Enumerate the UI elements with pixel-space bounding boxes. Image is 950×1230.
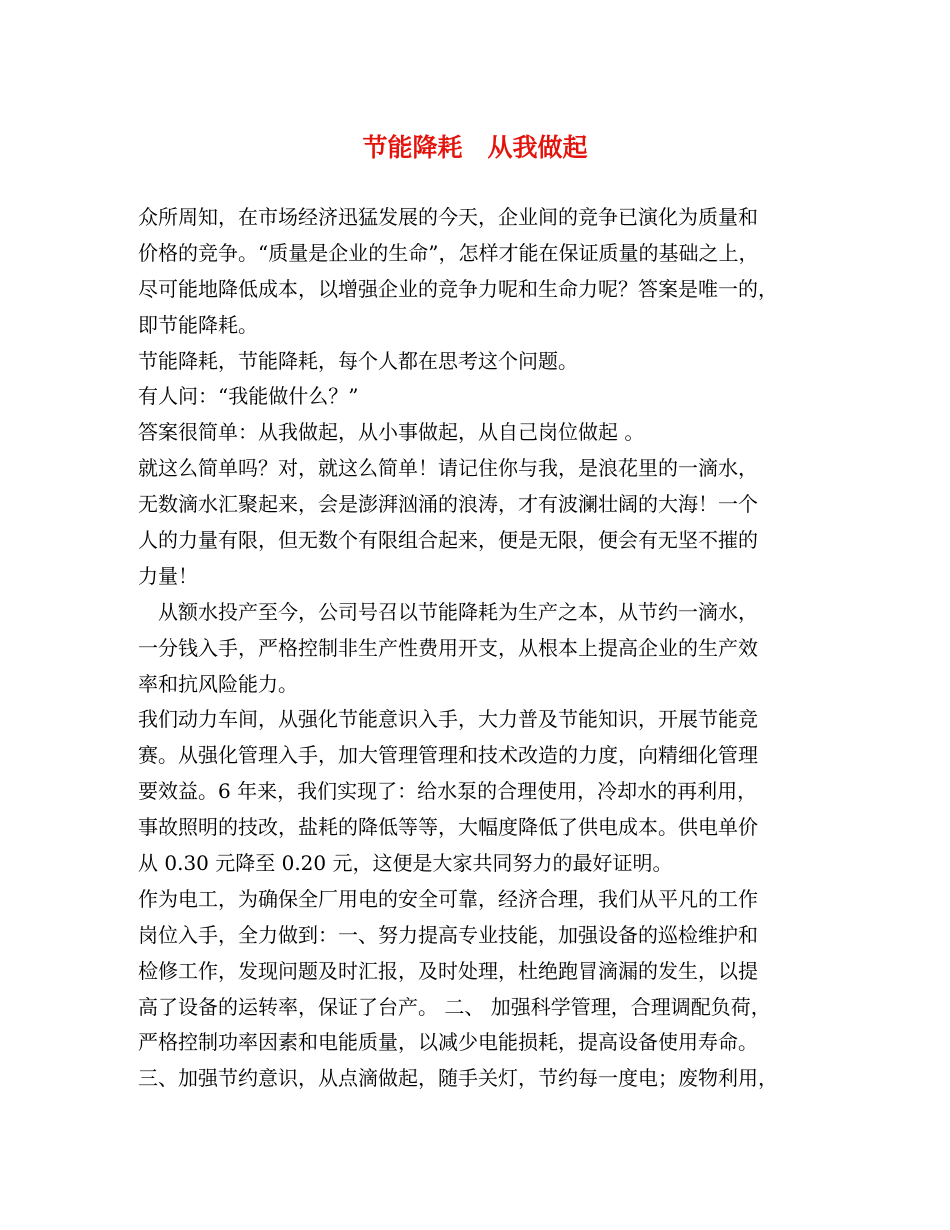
text-line: 我们动力车间，从强化节能意识入手，大力普及节能知识，开展节能竞 (138, 707, 758, 732)
text-line: 从额水投产至今，公司号召以节能降耗为生产之本，从节约一滴水， (138, 599, 758, 624)
text-line: 答案很简单：从我做起，从小事做起，从自己岗位做起 。 (138, 420, 645, 445)
document-body (138, 200, 828, 1097)
text-line: 检修工作，发现问题及时汇报，及时处理，杜绝跑冒滴漏的发生，以提 (138, 958, 758, 983)
text-line: 众所周知，在市场经济迅猛发展的今天，企业间的竞争已演化为质量和 (138, 205, 758, 229)
text-line: 率和抗风险能力。 (138, 671, 298, 696)
text-line: 高了设备的运转率，保证了台产。 二、 加强科学管理，合理调配负荷， (138, 994, 771, 1019)
text-line: 一分钱入手，严格控制非生产性费用开支，从根本上提高企业的生产效 (138, 635, 758, 660)
text-line: 尽可能地降低成本，以增强企业的竞争力呢和生命力呢？答案是唯一的， (138, 276, 778, 301)
text-line: 无数滴水汇聚起来，会是澎湃汹涌的浪涛，才有波澜壮阔的大海！一个 (138, 492, 758, 517)
text-line: 要效益。6 年来，我们实现了：给水泵的合理使用，冷却水的再利用， (138, 779, 758, 804)
text-line: 力量！ (138, 563, 198, 588)
text-line: 严格控制功率因素和电能质量，以减少电能损耗，提高设备使用寿命。 (138, 1030, 758, 1055)
text-line: 就这么简单吗？对，就这么简单！请记住你与我，是浪花里的一滴水， (138, 456, 758, 481)
text-line: 人的力量有限，但无数个有限组合起来，便是无限，便会有无坚不摧的 (138, 528, 758, 553)
text-line: 节能降耗，节能降耗，每个人都在思考这个问题。 (138, 348, 578, 373)
text-line: 从 0.30 元降至 0.20 元，这便是大家共同努力的最好证明。 (138, 851, 673, 876)
text-line: 作为电工，为确保全厂用电的安全可靠，经济合理，我们从平凡的工作 (138, 886, 758, 911)
text-line: 赛。从强化管理入手，加大管理管理和技术改造的力度，向精细化管理 (138, 743, 758, 768)
text-line: 事故照明的技改，盐耗的降低等等，大幅度降低了供电成本。供电单价 (138, 815, 758, 840)
document-title: 节能降耗 从我做起 (362, 133, 588, 162)
text-line: 即节能降耗。 (138, 312, 258, 337)
text-line: 有人问：“我能做什么？” (138, 384, 359, 409)
text-line: 价格的竞争。“质量是企业的生命”，怎样才能在保证质量的基础之上， (138, 240, 759, 265)
text-line: 岗位入手，全力做到：一、努力提高专业技能，加强设备的巡检维护和 (138, 922, 758, 947)
text-line: 三、加强节约意识，从点滴做起，随手关灯，节约每一度电；废物利用， (138, 1066, 778, 1091)
